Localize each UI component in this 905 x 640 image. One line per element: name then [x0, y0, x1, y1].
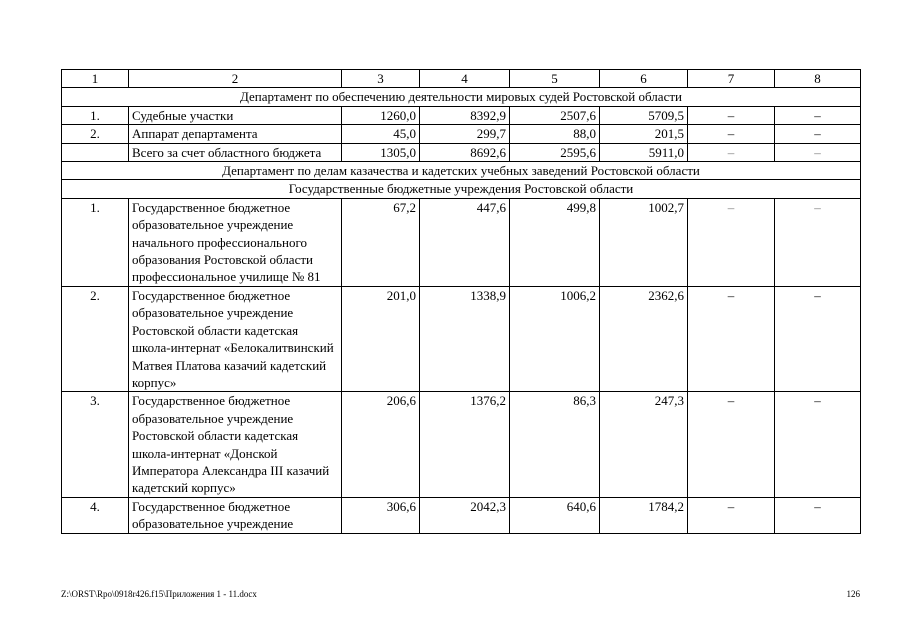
cell-value: – — [775, 286, 861, 391]
cell-value: 206,6 — [342, 392, 420, 497]
cell-value: 86,3 — [510, 392, 600, 497]
cell-value: 2507,6 — [510, 106, 600, 124]
cell-value: 45,0 — [342, 125, 420, 143]
page-number: 126 — [846, 589, 860, 599]
col-header-3: 3 — [342, 70, 420, 88]
table-row — [62, 106, 861, 124]
cell-value: 306,6 — [342, 497, 420, 533]
cell-value: – — [688, 392, 775, 497]
cell-value: 2042,3 — [420, 497, 510, 533]
row-name: Всего за счет областного бюджета — [129, 143, 342, 161]
cell-value: – — [688, 198, 775, 286]
cell-value: – — [688, 286, 775, 391]
row-number: 2. — [62, 125, 129, 143]
cell-value: 88,0 — [510, 125, 600, 143]
cell-value: 640,6 — [510, 497, 600, 533]
row-name: Аппарат департамента — [129, 125, 342, 143]
cell-value: 1338,9 — [420, 286, 510, 391]
cell-value: – — [775, 392, 861, 497]
row-name: Государственное бюджетное образовательное учреждение Ростовской области кадетская школа-интернат «Белокалитвинский Матвея Платова казачий кадетский корпус» — [129, 286, 342, 391]
subsection-row — [62, 180, 861, 198]
row-name: Судебные участки — [129, 106, 342, 124]
row-name: Государственное бюджетное образовательное учреждение Ростовской области кадетская школа-интернат «Донской Императора Александра III казачий кадетский корпус» — [129, 392, 342, 497]
col-header-2: 2 — [129, 70, 342, 88]
row-number: 3. — [62, 392, 129, 497]
row-number — [62, 143, 129, 161]
section-row — [62, 162, 861, 180]
cell-value: – — [775, 106, 861, 124]
cell-value: 67,2 — [342, 198, 420, 286]
cell-value: 299,7 — [420, 125, 510, 143]
column-number-row — [62, 70, 861, 88]
row-name: Государственное бюджетное образовательное учреждение — [129, 497, 342, 533]
row-name: Государственное бюджетное образовательное учреждение начального профессионального образования Ростовской области профессиональное училище № 81 — [129, 198, 342, 286]
budget-table — [61, 69, 861, 534]
table-row — [62, 497, 861, 533]
col-header-1: 1 — [62, 70, 129, 88]
cell-value: 201,0 — [342, 286, 420, 391]
cell-value: – — [688, 125, 775, 143]
cell-value: – — [688, 497, 775, 533]
section-title-cossacks: Департамент по делам казачества и кадетских учебных заведений Ростовской области — [62, 162, 861, 180]
cell-value: 2595,6 — [510, 143, 600, 161]
cell-value: 499,8 — [510, 198, 600, 286]
cell-value: 1260,0 — [342, 106, 420, 124]
col-header-6: 6 — [600, 70, 688, 88]
table-row — [62, 125, 861, 143]
table-row — [62, 198, 861, 286]
footer-file-path: Z:\ORST\Rpo\0918r426.f15\Приложения 1 - 11.docx — [61, 589, 257, 599]
section-row — [62, 88, 861, 106]
cell-value: 5911,0 — [600, 143, 688, 161]
cell-value: – — [775, 497, 861, 533]
row-number: 2. — [62, 286, 129, 391]
col-header-4: 4 — [420, 70, 510, 88]
table-row-total — [62, 143, 861, 161]
cell-value: 1002,7 — [600, 198, 688, 286]
col-header-8: 8 — [775, 70, 861, 88]
cell-value: – — [775, 198, 861, 286]
cell-value: 1006,2 — [510, 286, 600, 391]
cell-value: 201,5 — [600, 125, 688, 143]
cell-value: 1376,2 — [420, 392, 510, 497]
row-number: 1. — [62, 106, 129, 124]
cell-value: – — [688, 143, 775, 161]
col-header-5: 5 — [510, 70, 600, 88]
cell-value: – — [775, 125, 861, 143]
table-row — [62, 286, 861, 391]
row-number: 1. — [62, 198, 129, 286]
cell-value: 447,6 — [420, 198, 510, 286]
section-title-courts: Департамент по обеспечению деятельности мировых судей Ростовской области — [62, 88, 861, 106]
cell-value: – — [688, 106, 775, 124]
cell-value: 247,3 — [600, 392, 688, 497]
cell-value: 1305,0 — [342, 143, 420, 161]
cell-value: 1784,2 — [600, 497, 688, 533]
subsection-title-budget-institutions: Государственные бюджетные учреждения Ростовской области — [62, 180, 861, 198]
cell-value: 2362,6 — [600, 286, 688, 391]
col-header-7: 7 — [688, 70, 775, 88]
cell-value: – — [775, 143, 861, 161]
table-row — [62, 392, 861, 497]
cell-value: 5709,5 — [600, 106, 688, 124]
cell-value: 8692,6 — [420, 143, 510, 161]
cell-value: 8392,9 — [420, 106, 510, 124]
row-number: 4. — [62, 497, 129, 533]
